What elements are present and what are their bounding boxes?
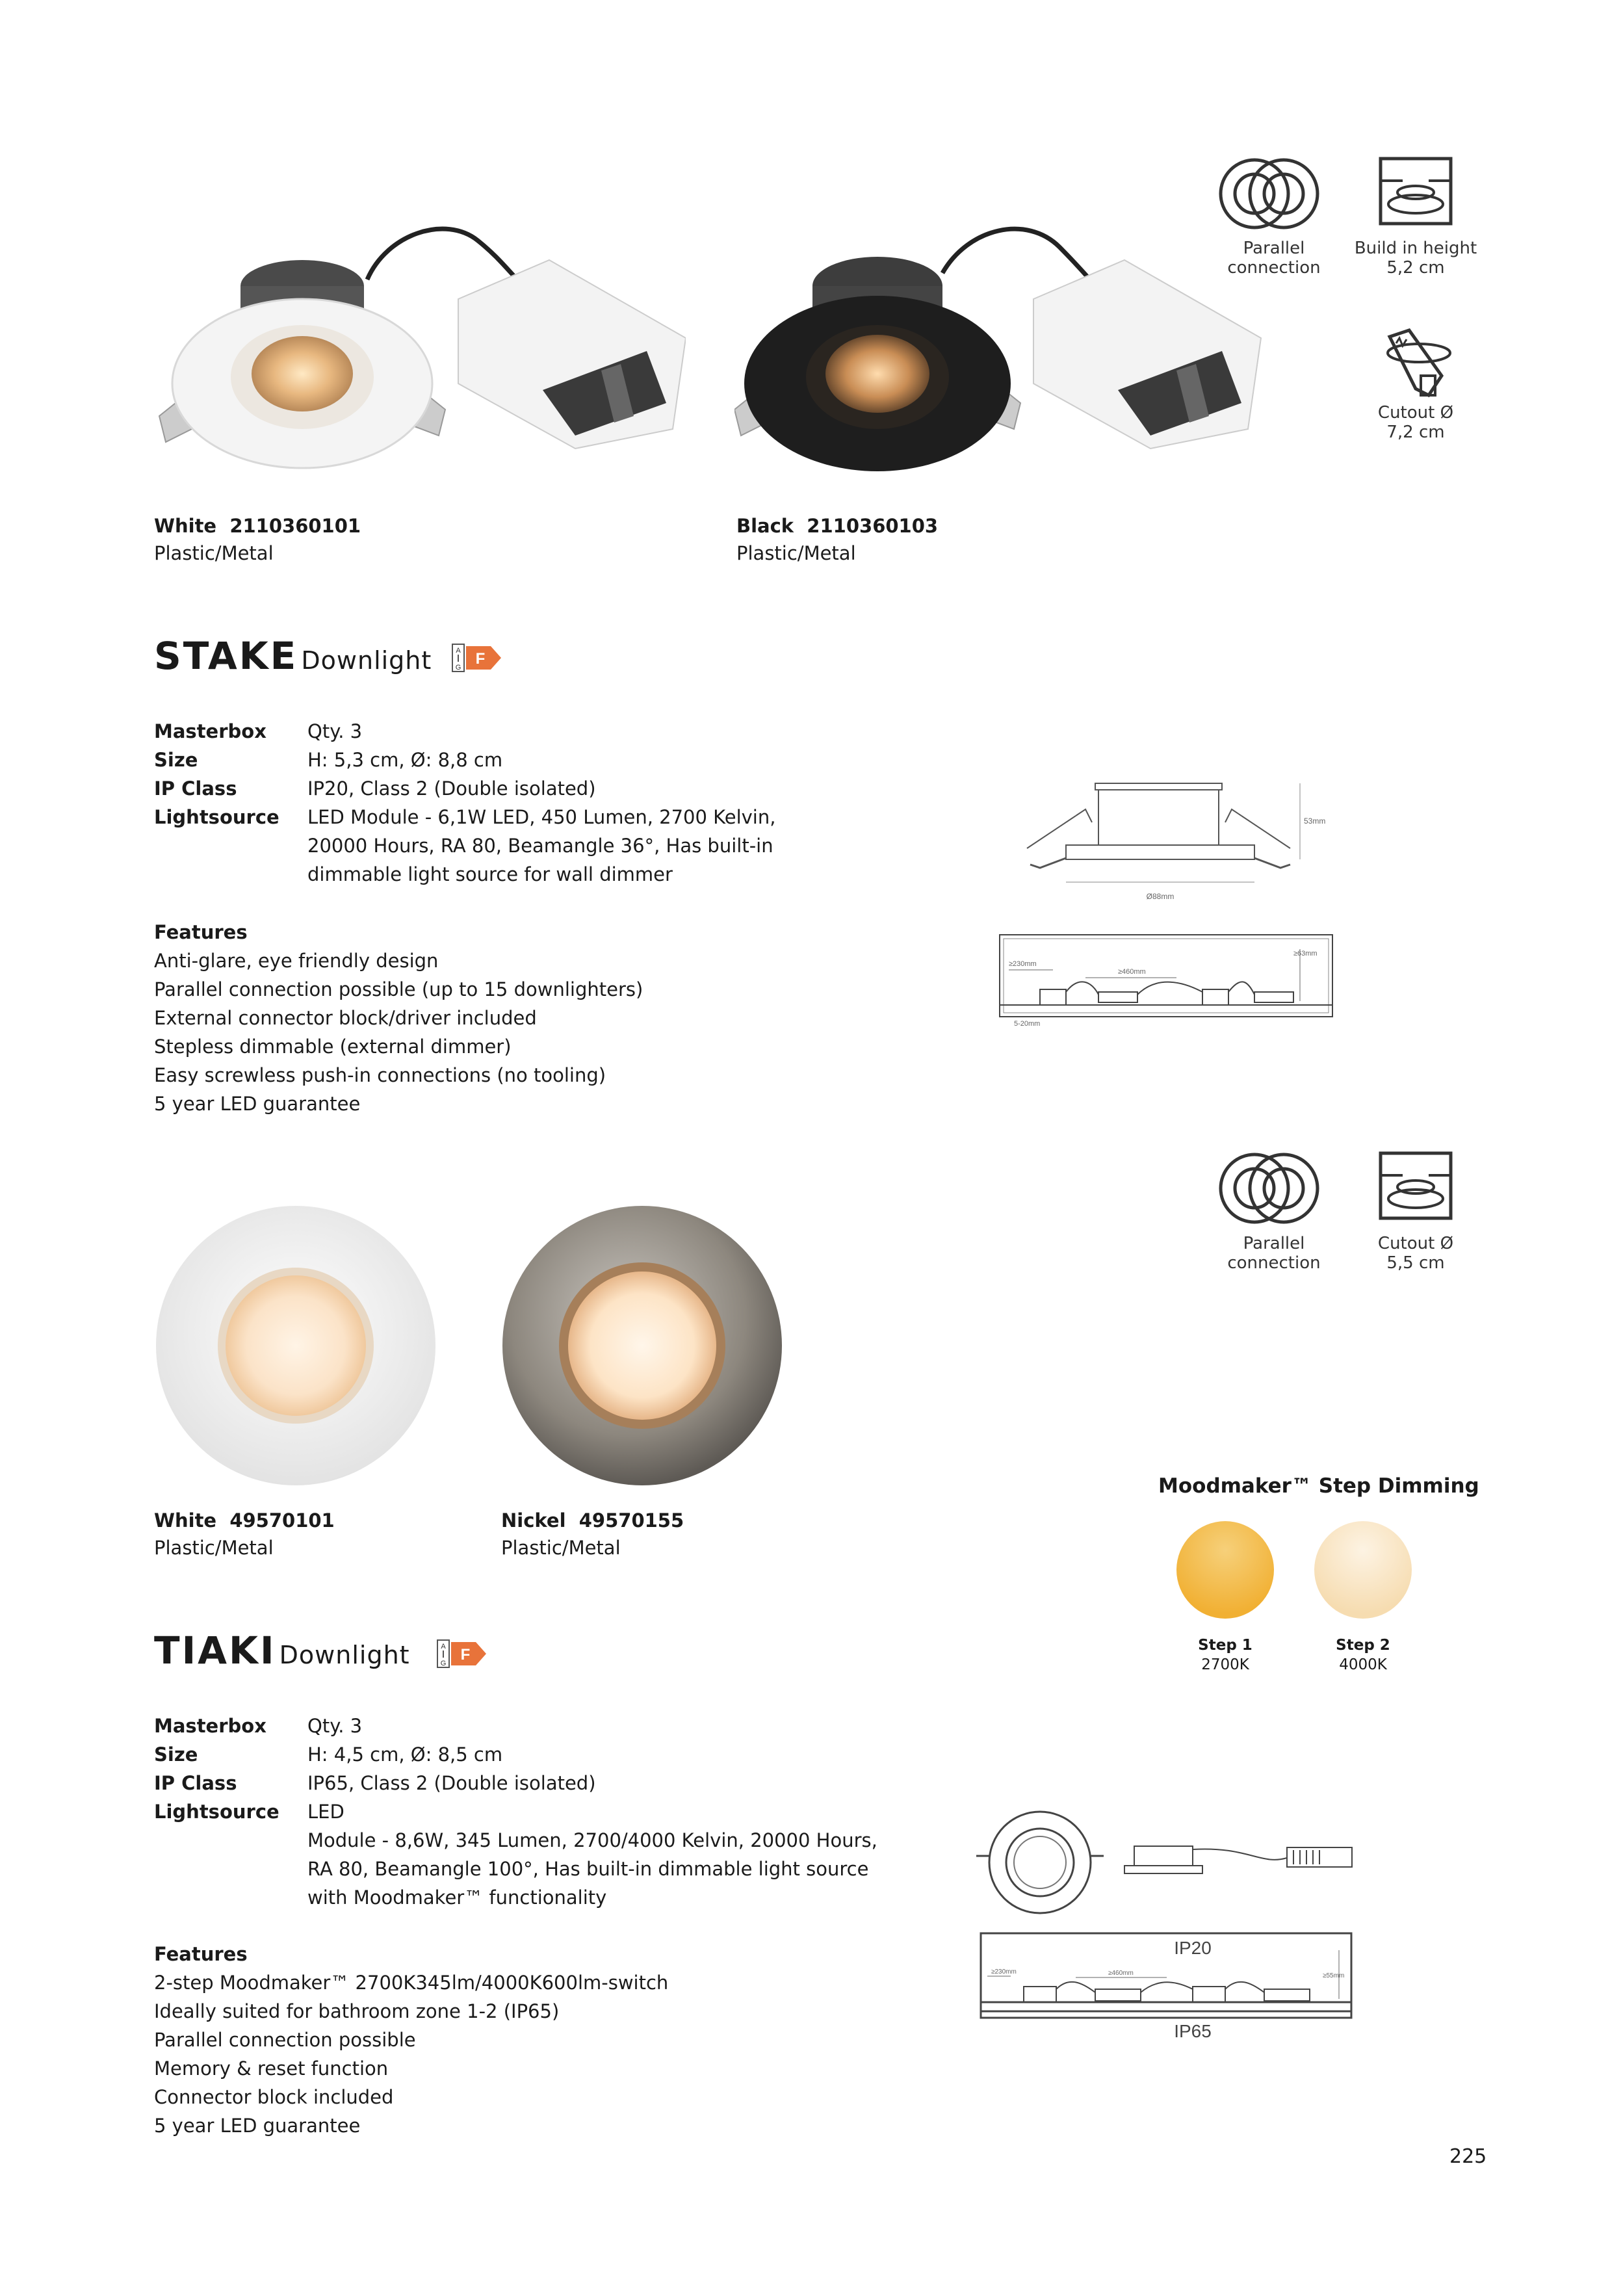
stake-variant-white (154, 512, 361, 567)
variant-color: White (154, 1509, 217, 1532)
energy-scale-top: A (456, 647, 461, 655)
feature-item: 5 year LED guarantee (154, 1093, 361, 1115)
tiaki-icon-caption-parallel (1196, 1234, 1352, 1273)
moodmaker-step2-swatch (1313, 1520, 1413, 1620)
stake-dimension-drawing (1020, 770, 1332, 920)
spec-line: with Moodmaker™ functionality (307, 1886, 607, 1909)
ip-zone-label: IP65 (1174, 2021, 1212, 2041)
dimension-label: ≥230mm (1009, 960, 1037, 968)
stake-installation-drawing (994, 930, 1339, 1027)
spec-value: H: 5,3 cm, Ø: 8,8 cm (307, 749, 503, 771)
feature-item: Anti-glare, eye friendly design (154, 950, 439, 972)
spec-line: 20000 Hours, RA 80, Beamangle 36°, Has built-in (307, 835, 773, 857)
variant-material: Plastic/Metal (154, 542, 274, 564)
energy-scale-bottom: G (440, 1660, 447, 1667)
energy-class: F (475, 650, 486, 668)
spec-line: RA 80, Beamangle 100°, Has built-in dimmable light source (307, 1858, 869, 1880)
spec-key: Size (154, 749, 198, 771)
step-label: Step 1 (1198, 1637, 1253, 1654)
feature-item: External connector block/driver included (154, 1007, 537, 1029)
energy-label-icon (452, 644, 504, 672)
tiaki-heading (154, 1628, 410, 1673)
variant-color: White (154, 515, 217, 537)
caption-line: Cutout Ø (1377, 1234, 1454, 1253)
spec-value (307, 803, 892, 889)
feature-item: Stepless dimmable (external dimmer) (154, 1036, 512, 1058)
tiaki-spec-table (154, 1712, 934, 1920)
variant-code: 49570155 (578, 1509, 684, 1532)
tiaki-dimension-drawing (975, 1807, 1358, 1918)
variant-material: Plastic/Metal (154, 1537, 274, 1559)
dimension-label: 5-20mm (1014, 1020, 1041, 1027)
spec-value: Qty. 3 (307, 1715, 363, 1737)
caption-line: connection (1227, 1253, 1321, 1273)
dimension-label: ≥230mm (991, 1968, 1017, 1976)
tiaki-variant-nickel (501, 1507, 684, 1561)
stake-icon-caption-parallel (1196, 239, 1352, 278)
spec-value: Qty. 3 (307, 720, 363, 742)
spec-line: Module - 8,6W, 345 Lumen, 2700/4000 Kelvin, 20000 Hours, (307, 1829, 877, 1851)
stake-white-photo (153, 221, 686, 494)
ip-zone-label: IP20 (1174, 1938, 1212, 1958)
dimension-label: 53mm (1304, 816, 1326, 826)
parallel-connection-icon (1215, 1149, 1326, 1227)
product-subtitle: Downlight (279, 1641, 410, 1669)
feature-item: Connector block included (154, 2086, 394, 2108)
feature-item: 5 year LED guarantee (154, 2115, 361, 2137)
energy-scale-bottom: G (455, 664, 461, 672)
moodmaker-title: Moodmaker™ Step Dimming (1158, 1474, 1479, 1498)
dimension-label: ≥460mm (1118, 968, 1146, 976)
product-title: STAKE (154, 634, 298, 678)
variant-color: Black (736, 515, 794, 537)
spec-key: Lightsource (154, 1801, 279, 1823)
caption-line: 5,2 cm (1386, 258, 1445, 278)
spec-key: Masterbox (154, 720, 266, 742)
spec-line: dimmable light source for wall dimmer (307, 863, 673, 885)
spec-key: IP Class (154, 777, 237, 800)
dimension-label: ≥63mm (1293, 950, 1318, 958)
caption-line: Cutout Ø (1377, 403, 1454, 423)
cutout-saw-icon (1383, 324, 1455, 400)
page-number: 225 (1449, 2145, 1487, 2168)
features-title: Features (154, 1943, 248, 1965)
stake-icon-caption-cutout (1338, 403, 1494, 442)
spec-key: Masterbox (154, 1715, 266, 1737)
variant-title (501, 1507, 684, 1534)
tiaki-white-photo (153, 1203, 439, 1489)
caption-line: 5,5 cm (1386, 1253, 1445, 1273)
tiaki-variant-white (154, 1507, 335, 1561)
caption-line: Build in height (1354, 239, 1477, 258)
moodmaker-step1-label (1176, 1636, 1274, 1675)
features-title: Features (154, 921, 248, 943)
spec-value: IP65, Class 2 (Double isolated) (307, 1772, 596, 1794)
step-label: Step 2 (1336, 1637, 1390, 1654)
dimension-label: Ø88mm (1146, 892, 1175, 901)
moodmaker-step1-swatch (1175, 1520, 1275, 1620)
stake-variant-black (736, 512, 938, 567)
variant-code: 2110360101 (229, 515, 361, 537)
variant-code: 49570101 (229, 1509, 335, 1532)
tiaki-nickel-photo (499, 1203, 785, 1489)
variant-code: 2110360103 (807, 515, 939, 537)
spec-value: H: 4,5 cm, Ø: 8,5 cm (307, 1743, 503, 1766)
step-temp: 4000K (1339, 1656, 1387, 1673)
product-title: TIAKI (154, 1628, 276, 1673)
stake-spec-table (154, 717, 934, 899)
caption-line: connection (1227, 258, 1321, 278)
variant-title (154, 512, 361, 540)
dimension-label: ≥55mm (1323, 1972, 1345, 1979)
step-temp: 2700K (1201, 1656, 1249, 1673)
energy-label-icon (437, 1639, 489, 1668)
tiaki-features (154, 1940, 668, 2140)
feature-item: Parallel connection possible (up to 15 downlighters) (154, 978, 643, 1000)
stake-features (154, 918, 643, 1118)
tiaki-icon-caption-cutout (1338, 1234, 1494, 1273)
feature-item: Ideally suited for bathroom zone 1-2 (IP65) (154, 2000, 560, 2022)
cutout-icon (1377, 1149, 1455, 1227)
feature-item: Memory & reset function (154, 2057, 389, 2080)
dimension-label: ≥460mm (1108, 1970, 1134, 1977)
spec-line: LED (307, 1801, 344, 1823)
build-in-height-icon (1377, 155, 1455, 233)
variant-title (154, 1507, 335, 1534)
spec-value (307, 1797, 892, 1912)
parallel-connection-icon (1215, 155, 1326, 233)
spec-line: LED Module - 6,1W LED, 450 Lumen, 2700 Kelvin, (307, 806, 776, 828)
variant-color: Nickel (501, 1509, 566, 1532)
moodmaker-step2-label (1314, 1636, 1412, 1675)
feature-item: Parallel connection possible (154, 2029, 416, 2051)
spec-key: IP Class (154, 1772, 237, 1794)
variant-title (736, 512, 938, 540)
feature-item: Easy screwless push-in connections (no tooling) (154, 1064, 606, 1086)
energy-scale-top: A (441, 1643, 446, 1650)
caption-line: 7,2 cm (1386, 423, 1445, 442)
spec-key: Size (154, 1743, 198, 1766)
feature-item: 2-step Moodmaker™ 2700K345lm/4000K600lm-switch (154, 1972, 669, 1994)
product-subtitle: Downlight (301, 646, 432, 675)
caption-line: Parallel (1243, 1234, 1305, 1253)
variant-material: Plastic/Metal (501, 1537, 621, 1559)
spec-key: Lightsource (154, 806, 279, 828)
spec-value: IP20, Class 2 (Double isolated) (307, 777, 596, 800)
stake-black-photo (734, 221, 1267, 494)
tiaki-installation-drawing (978, 1931, 1355, 2041)
variant-material: Plastic/Metal (736, 542, 856, 564)
energy-class: F (460, 1646, 471, 1663)
stake-heading (154, 634, 432, 678)
stake-icon-caption-height (1338, 239, 1494, 278)
caption-line: Parallel (1243, 239, 1305, 258)
